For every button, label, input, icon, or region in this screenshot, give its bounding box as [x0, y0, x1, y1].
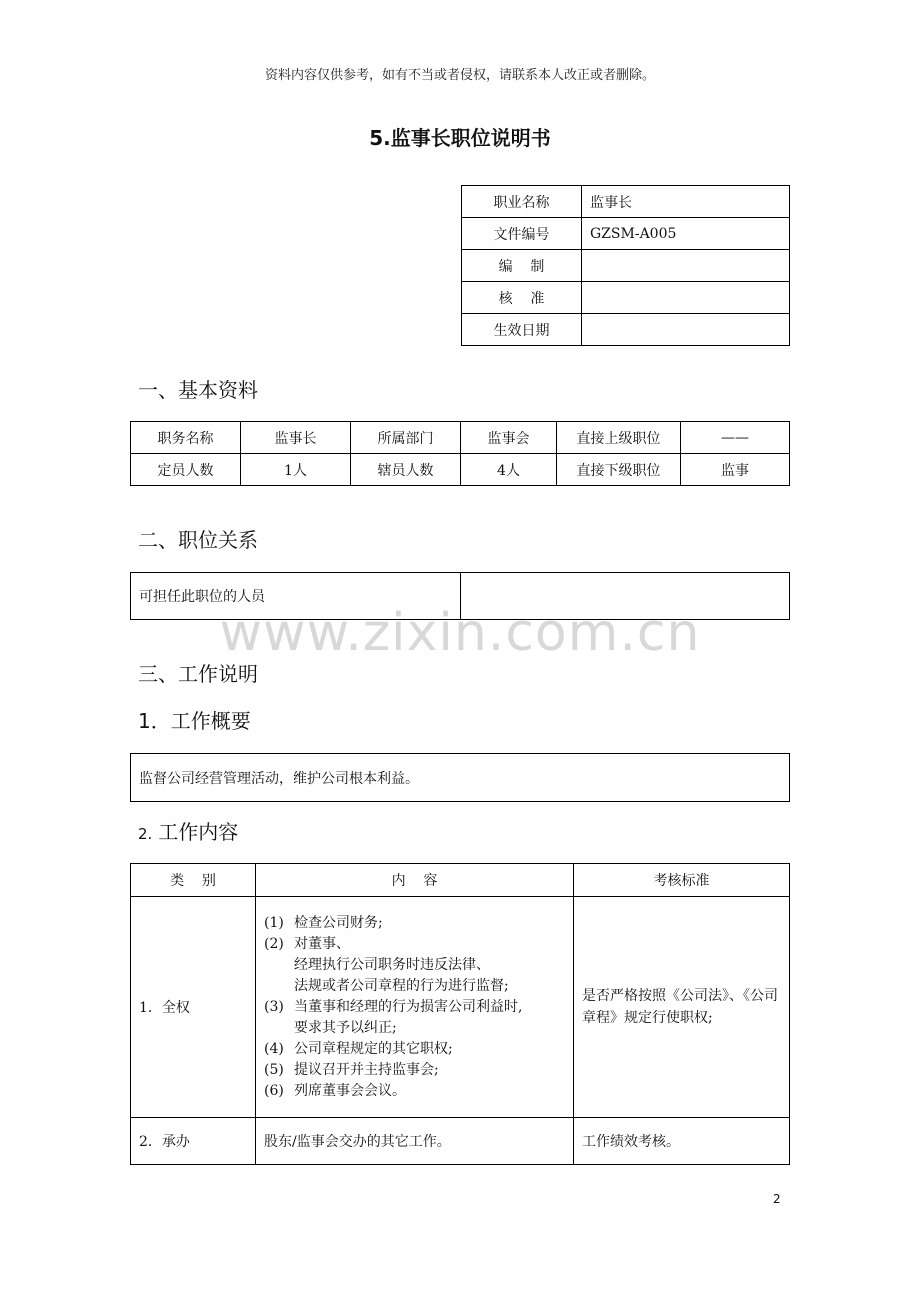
column-header: 类 别: [131, 864, 256, 897]
item-text: 提议召开并主持监事会;: [294, 1061, 439, 1078]
item-text: 法规或者公司章程的行为进行监督;: [294, 977, 509, 994]
list-item: [264, 934, 565, 955]
basic-info-table: [130, 421, 790, 486]
work-content-table: [130, 863, 790, 1165]
doc-info-label: 核 准: [462, 282, 582, 314]
subheading-text: 工作内容: [158, 820, 239, 844]
summary-row: [131, 754, 790, 802]
basic-cell: 直接上级职位: [557, 422, 681, 454]
section-heading-basic: 一、基本资料: [138, 378, 258, 402]
item-marker: [264, 955, 294, 976]
item-marker: (6): [264, 1082, 284, 1099]
basic-info-row: [131, 422, 790, 454]
relations-label: 可担任此职位的人员: [131, 573, 461, 620]
basic-cell: 直接下级职位: [557, 454, 681, 486]
item-marker: (4): [264, 1040, 284, 1057]
subheading-number: 2.: [138, 825, 153, 843]
doc-info-value: [582, 314, 790, 346]
doc-info-value: [582, 250, 790, 282]
summary-text: 监督公司经营管理活动，维护公司根本利益。: [131, 754, 790, 802]
doc-info-label: 生效日期: [462, 314, 582, 346]
summary-table: [130, 753, 790, 802]
doc-info-row: [462, 282, 790, 314]
item-marker: (5): [264, 1061, 284, 1078]
list-item: [264, 913, 565, 934]
subheading-summary: [138, 705, 251, 734]
basic-cell: 辖员人数: [351, 454, 461, 486]
doc-info-value: [582, 282, 790, 314]
item-marker: (1): [264, 914, 284, 931]
item-marker: [264, 976, 294, 997]
category-cell: 2．承办: [131, 1118, 256, 1165]
duty-list: [264, 913, 565, 1102]
list-item: [264, 955, 565, 976]
standard-cell: 工作绩效考核。: [574, 1118, 790, 1165]
list-item: [264, 1081, 565, 1102]
basic-cell: ——: [681, 422, 790, 454]
category-cell: 1．全权: [131, 897, 256, 1118]
basic-cell: 监事: [681, 454, 790, 486]
doc-info-row: [462, 250, 790, 282]
column-header: 考核标准: [574, 864, 790, 897]
list-item: [264, 1060, 565, 1081]
doc-info-label: 文件编号: [462, 218, 582, 250]
list-item: [264, 1039, 565, 1060]
subheading-content: [138, 816, 238, 845]
page-title: 5.监事长职位说明书: [369, 126, 551, 150]
doc-info-label: 职业名称: [462, 186, 582, 218]
basic-cell: 监事会: [461, 422, 557, 454]
doc-info-row: [462, 314, 790, 346]
doc-info-table: [461, 185, 790, 346]
table-row: [131, 1118, 790, 1165]
item-text: 经理执行公司职务时违反法律、: [294, 956, 490, 973]
basic-cell: 所属部门: [351, 422, 461, 454]
item-text: 公司章程规定的其它职权;: [294, 1040, 453, 1057]
basic-cell: 定员人数: [131, 454, 241, 486]
doc-info-value: GZSM-A005: [582, 218, 790, 250]
basic-cell: 1人: [241, 454, 351, 486]
item-text: 当董事和经理的行为损害公司利益时,: [294, 998, 523, 1015]
item-marker: (2): [264, 935, 284, 952]
subheading-text: 工作概要: [170, 709, 251, 733]
basic-cell: 4人: [461, 454, 557, 486]
basic-info-row: [131, 454, 790, 486]
list-item: [264, 997, 565, 1018]
doc-info-value: 监事长: [582, 186, 790, 218]
header-notice: 资料内容仅供参考，如有不当或者侵权，请联系本人改正或者删除。: [264, 68, 655, 83]
content-cell: [256, 897, 574, 1118]
item-marker: [264, 1018, 294, 1039]
item-text: 列席董事会会议。: [294, 1082, 406, 1099]
table-row: [131, 897, 790, 1118]
doc-info-row: [462, 186, 790, 218]
doc-info-row: [462, 218, 790, 250]
item-text: 对董事、: [294, 935, 350, 952]
standard-cell: 是否严格按照《公司法》、《公司章程》规定行使职权;: [574, 897, 790, 1118]
section-heading-work: 三、工作说明: [138, 662, 258, 686]
doc-info-label: 编 制: [462, 250, 582, 282]
content-cell: 股东/监事会交办的其它工作。: [256, 1118, 574, 1165]
item-marker: (3): [264, 998, 284, 1015]
section-heading-relations: 二、职位关系: [138, 528, 258, 552]
item-text: 检查公司财务;: [294, 914, 383, 931]
basic-cell: 职务名称: [131, 422, 241, 454]
list-item: [264, 1018, 565, 1039]
watermark: www.zixin.com.cn: [219, 603, 701, 663]
list-item: [264, 976, 565, 997]
table-header-row: [131, 864, 790, 897]
basic-cell: 监事长: [241, 422, 351, 454]
column-header: 内 容: [256, 864, 574, 897]
item-text: 要求其予以纠正;: [294, 1019, 397, 1036]
page-number: 2: [773, 1192, 781, 1206]
subheading-number: 1．: [138, 709, 171, 733]
